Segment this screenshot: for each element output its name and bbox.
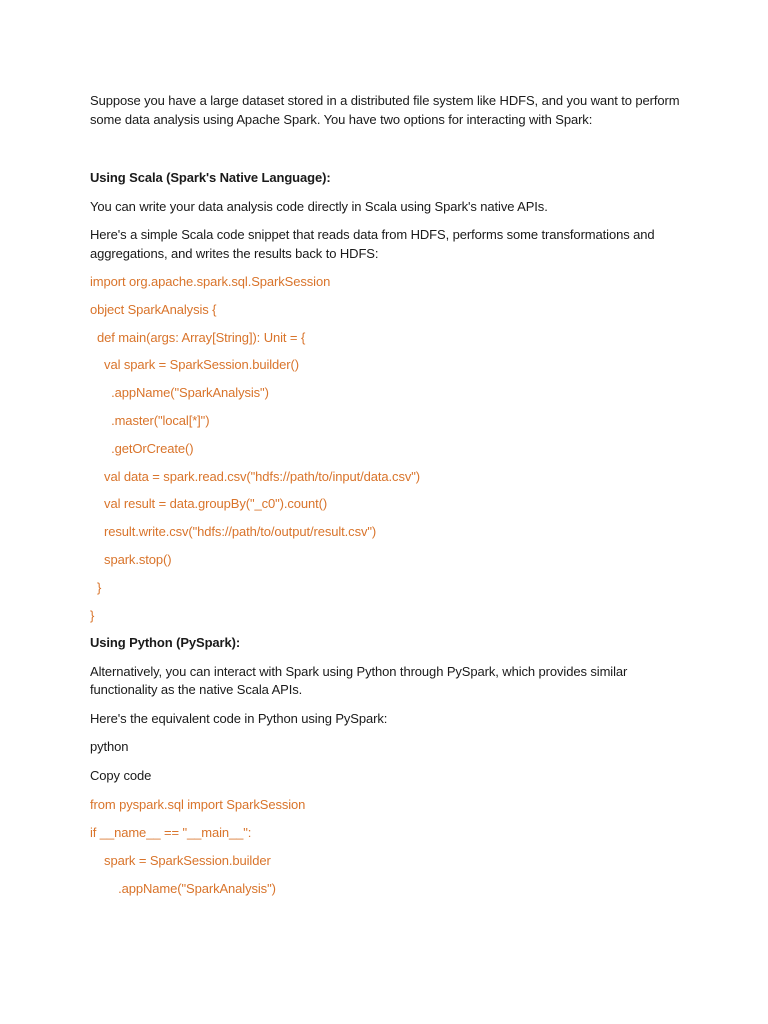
code-line: val spark = SparkSession.builder() [90, 357, 299, 373]
code-line: spark.stop() [90, 551, 172, 567]
code-line: .appName("SparkAnalysis") [90, 385, 269, 401]
code-line: from pyspark.sql import SparkSession [90, 797, 306, 813]
code-line: val data = spark.read.csv("hdfs://path/to/input/data.csv") [90, 468, 421, 484]
python-code-block [90, 796, 690, 898]
copy-code-label: Copy code [90, 768, 152, 784]
python-heading: Using Python (PySpark): [90, 635, 241, 651]
code-language-label: python [90, 739, 129, 755]
scala-paragraph-2: Here's a simple Scala code snippet that reads data from HDFS, performs some transformations and aggregations, and writes the results back to HDFS: [90, 227, 655, 261]
code-line: .getOrCreate() [90, 440, 194, 456]
intro-paragraph: Suppose you have a large dataset stored in a distributed file system like HDFS, and you want to perform some data analysis using Apache Spark. You have two options for interacting with Spark: [90, 93, 680, 127]
code-line: def main(args: Array[String]): Unit = { [90, 329, 306, 345]
code-line: result.write.csv("hdfs://path/to/output/result.csv") [90, 524, 377, 540]
code-line: .master("local[*]") [90, 412, 210, 428]
python-paragraph-1: Alternatively, you can interact with Spark using Python through PySpark, which provides similar functionality as the native Scala APIs. [90, 663, 628, 698]
code-line: val result = data.groupBy("_c0").count() [90, 496, 328, 512]
document-page [90, 92, 690, 908]
python-paragraph-2: Here's the equivalent code in Python using PySpark: [90, 710, 388, 726]
scala-code-block [90, 273, 690, 625]
code-line: spark = SparkSession.builder [90, 852, 271, 868]
code-line: } [90, 607, 95, 623]
code-line: if __name__ == "__main__": [90, 825, 252, 841]
code-line: import org.apache.spark.sql.SparkSession [90, 274, 331, 289]
scala-paragraph-1: You can write your data analysis code directly in Scala using Spark's native APIs. [90, 198, 548, 214]
scala-heading: Using Scala (Spark's Native Language): [90, 170, 331, 185]
code-line: .appName("SparkAnalysis") [90, 880, 276, 896]
code-line: } [90, 579, 102, 595]
code-line: object SparkAnalysis { [90, 301, 217, 317]
